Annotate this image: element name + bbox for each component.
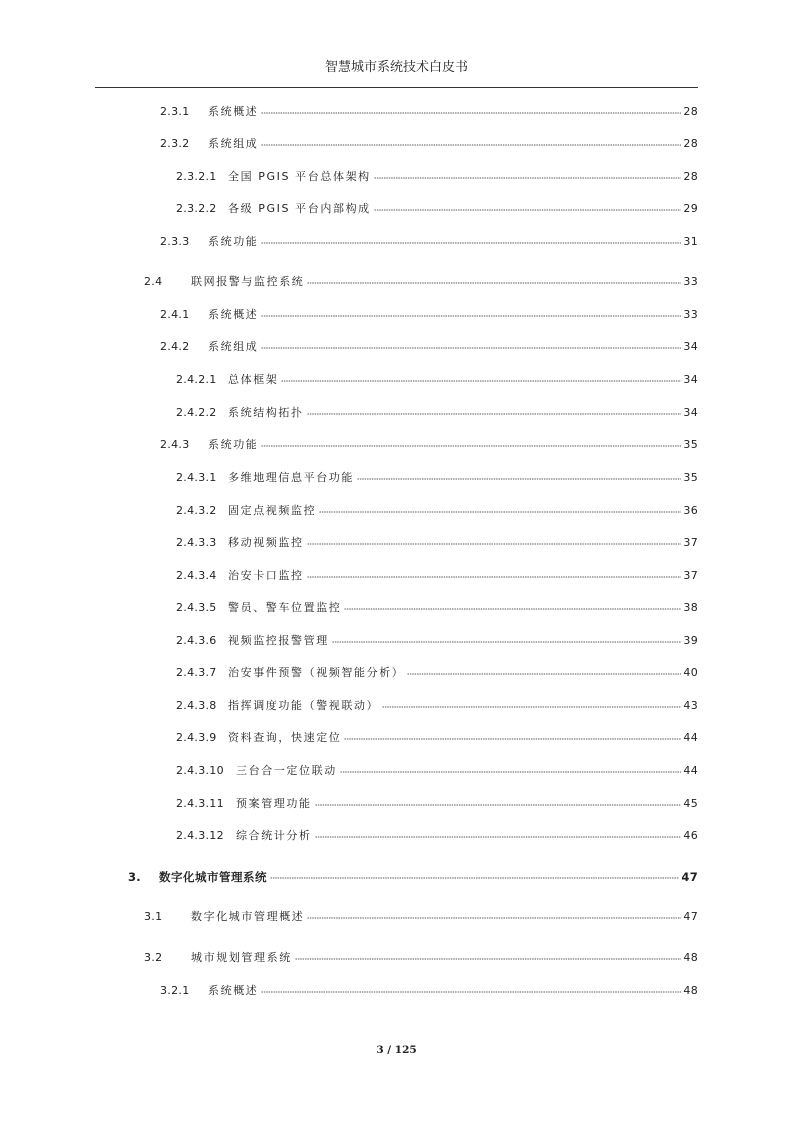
toc-dot-leader — [340, 771, 682, 773]
toc-entry-page: 28 — [683, 170, 698, 183]
toc-entry-title: 系统概述 — [208, 105, 259, 118]
toc-entry-title: 系统概述 — [208, 308, 259, 321]
toc-entry[interactable] — [0, 502, 793, 520]
toc-entry-number: 2.4.3.7 — [176, 666, 217, 679]
toc-entry-number: 3. — [128, 870, 141, 884]
toc-entry-number: 2.4.2.1 — [176, 373, 217, 386]
toc-dot-leader — [374, 209, 682, 211]
toc-entry-number: 2.3.3 — [160, 235, 190, 248]
toc-entry-number: 2.4.3.4 — [176, 569, 217, 582]
toc-entry-page: 46 — [683, 829, 698, 842]
toc-entry[interactable] — [0, 436, 793, 454]
toc-dot-leader — [307, 543, 682, 545]
toc-entry-page: 44 — [683, 764, 698, 777]
toc-dot-leader — [307, 413, 682, 415]
toc-entry-title: 治安事件预警（视频智能分析） — [228, 666, 405, 679]
toc-dot-leader — [374, 177, 682, 179]
toc-entry-page: 34 — [683, 340, 698, 353]
toc-entry[interactable] — [0, 469, 793, 487]
toc-dot-leader — [307, 576, 682, 578]
toc-entry[interactable] — [0, 306, 793, 324]
toc-entry-number: 2.4.3.6 — [176, 634, 217, 647]
toc-entry-page: 47 — [681, 870, 698, 884]
toc-entry-page: 29 — [683, 202, 698, 215]
toc-entry-number: 2.4.3.2 — [176, 504, 217, 517]
toc-entry-title: 数字化城市管理系统 — [159, 870, 267, 884]
toc-entry-title: 预案管理功能 — [236, 797, 312, 810]
toc-entry-title: 全国 PGIS 平台总体架构 — [228, 170, 371, 183]
toc-entry[interactable] — [0, 982, 793, 1000]
toc-entry-page: 28 — [683, 105, 698, 118]
toc-entry[interactable] — [0, 697, 793, 715]
toc-entry-title: 固定点视频监控 — [228, 504, 317, 517]
toc-entry-number: 2.4.3.5 — [176, 601, 217, 614]
toc-dot-leader — [261, 112, 681, 114]
toc-entry-title: 系统功能 — [208, 235, 259, 248]
toc-entry[interactable] — [0, 404, 793, 422]
toc-entry-title: 三台合一定位联动 — [236, 764, 337, 777]
toc-entry-number: 2.3.1 — [160, 105, 190, 118]
toc-dot-leader — [315, 836, 682, 838]
toc-entry-title: 指挥调度功能（警视联动） — [228, 699, 380, 712]
toc-entry-title: 警员、警车位置监控 — [228, 601, 342, 614]
toc-entry-page: 39 — [683, 634, 698, 647]
toc-entry[interactable] — [0, 908, 793, 926]
toc-entry-title: 各级 PGIS 平台内部构成 — [228, 202, 371, 215]
toc-entry-page: 31 — [683, 235, 698, 248]
toc-entry-page: 40 — [683, 666, 698, 679]
toc-dot-leader — [281, 380, 681, 382]
toc-dot-leader — [407, 673, 681, 675]
toc-dot-leader — [382, 706, 681, 708]
toc-dot-leader — [261, 315, 681, 317]
toc-entry-page: 33 — [683, 275, 698, 288]
toc-entry-number: 3.2.1 — [160, 984, 190, 997]
document-title: 智慧城市系统技术白皮书 — [324, 60, 468, 75]
toc-dot-leader — [332, 641, 682, 643]
toc-dot-leader — [344, 608, 681, 610]
toc-entry[interactable] — [0, 567, 793, 585]
toc-entry-page: 48 — [683, 984, 698, 997]
toc-dot-leader — [319, 511, 681, 513]
toc-entry-title: 综合统计分析 — [236, 829, 312, 842]
toc-entry[interactable] — [0, 103, 793, 121]
toc-entry-page: 28 — [683, 137, 698, 150]
toc-entry-title: 城市规划管理系统 — [191, 951, 292, 964]
toc-entry-page: 38 — [683, 601, 698, 614]
toc-entry[interactable] — [0, 338, 793, 356]
toc-entry-title: 资料查询，快速定位 — [228, 731, 342, 744]
toc-entry[interactable] — [0, 599, 793, 617]
toc-entry-page: 36 — [683, 504, 698, 517]
toc-entry-number: 3.1 — [144, 910, 163, 923]
toc-entry[interactable] — [0, 233, 793, 251]
toc-dot-leader — [307, 282, 681, 284]
page-indicator: 3 / 125 — [376, 1044, 417, 1056]
toc-entry-page: 33 — [683, 308, 698, 321]
toc-entry-number: 2.4.1 — [160, 308, 190, 321]
toc-entry-number: 2.4.3.1 — [176, 471, 217, 484]
page-footer — [0, 1044, 793, 1056]
toc-entry-number: 2.3.2.1 — [176, 170, 217, 183]
toc-dot-leader — [261, 445, 681, 447]
toc-entry-page: 48 — [683, 951, 698, 964]
toc-entry-page: 34 — [683, 373, 698, 386]
toc-entry-number: 2.4.2.2 — [176, 406, 217, 419]
toc-entry-title: 视频监控报警管理 — [228, 634, 329, 647]
toc-entry-page: 47 — [683, 910, 698, 923]
toc-entry[interactable] — [0, 795, 793, 813]
toc-dot-leader — [261, 347, 681, 349]
toc-entry[interactable] — [0, 827, 793, 845]
toc-entry-title: 系统组成 — [208, 340, 259, 353]
toc-entry[interactable] — [0, 371, 793, 389]
toc-entry-title: 移动视频监控 — [228, 536, 304, 549]
toc-dot-leader — [270, 877, 679, 879]
toc-entry-number: 2.4 — [144, 275, 163, 288]
toc-entry-title: 系统概述 — [208, 984, 259, 997]
toc-entry[interactable] — [0, 168, 793, 186]
toc-entry[interactable] — [0, 664, 793, 682]
toc-dot-leader — [295, 958, 682, 960]
toc-entry-title: 系统功能 — [208, 438, 259, 451]
toc-dot-leader — [261, 144, 681, 146]
toc-dot-leader — [357, 478, 681, 480]
toc-entry-page: 37 — [683, 569, 698, 582]
toc-entry-page: 35 — [683, 438, 698, 451]
toc-entry[interactable] — [0, 135, 793, 153]
toc-entry-title: 系统结构拓扑 — [228, 406, 304, 419]
toc-dot-leader — [344, 738, 681, 740]
toc-entry[interactable] — [0, 949, 793, 967]
toc-entry-title: 数字化城市管理概述 — [191, 910, 305, 923]
toc-entry-title: 联网报警与监控系统 — [191, 275, 305, 288]
toc-entry-number: 2.4.3.12 — [176, 829, 224, 842]
page-header — [95, 55, 698, 88]
toc-entry-number: 2.4.3.9 — [176, 731, 217, 744]
toc-entry-number: 2.3.2 — [160, 137, 190, 150]
toc-entry-number: 2.4.3 — [160, 438, 190, 451]
toc-dot-leader — [261, 242, 681, 244]
toc-entry-number: 2.3.2.2 — [176, 202, 217, 215]
toc-entry[interactable] — [0, 534, 793, 552]
toc-entry-page: 37 — [683, 536, 698, 549]
toc-entry-page: 45 — [683, 797, 698, 810]
toc-entry-page: 43 — [683, 699, 698, 712]
toc-entry-title: 总体框架 — [228, 373, 279, 386]
toc-entry[interactable] — [0, 729, 793, 747]
toc-entry-number: 2.4.2 — [160, 340, 190, 353]
toc-entry[interactable] — [0, 200, 793, 218]
toc-entry[interactable] — [0, 868, 793, 886]
toc-entry[interactable] — [0, 762, 793, 780]
toc-entry-number: 3.2 — [144, 951, 163, 964]
toc-entry-number: 2.4.3.10 — [176, 764, 224, 777]
toc-entry-page: 35 — [683, 471, 698, 484]
toc-entry-page: 44 — [683, 731, 698, 744]
toc-dot-leader — [307, 917, 681, 919]
toc-entry-number: 2.4.3.11 — [176, 797, 224, 810]
toc-entry-page: 34 — [683, 406, 698, 419]
toc-entry-title: 治安卡口监控 — [228, 569, 304, 582]
toc-entry[interactable] — [0, 273, 793, 291]
toc-entry[interactable] — [0, 632, 793, 650]
toc-dot-leader — [261, 991, 681, 993]
toc-dot-leader — [315, 804, 682, 806]
toc-entry-title: 多维地理信息平台功能 — [228, 471, 354, 484]
toc-entry-title: 系统组成 — [208, 137, 259, 150]
toc-entry-number: 2.4.3.8 — [176, 699, 217, 712]
toc-entry-number: 2.4.3.3 — [176, 536, 217, 549]
